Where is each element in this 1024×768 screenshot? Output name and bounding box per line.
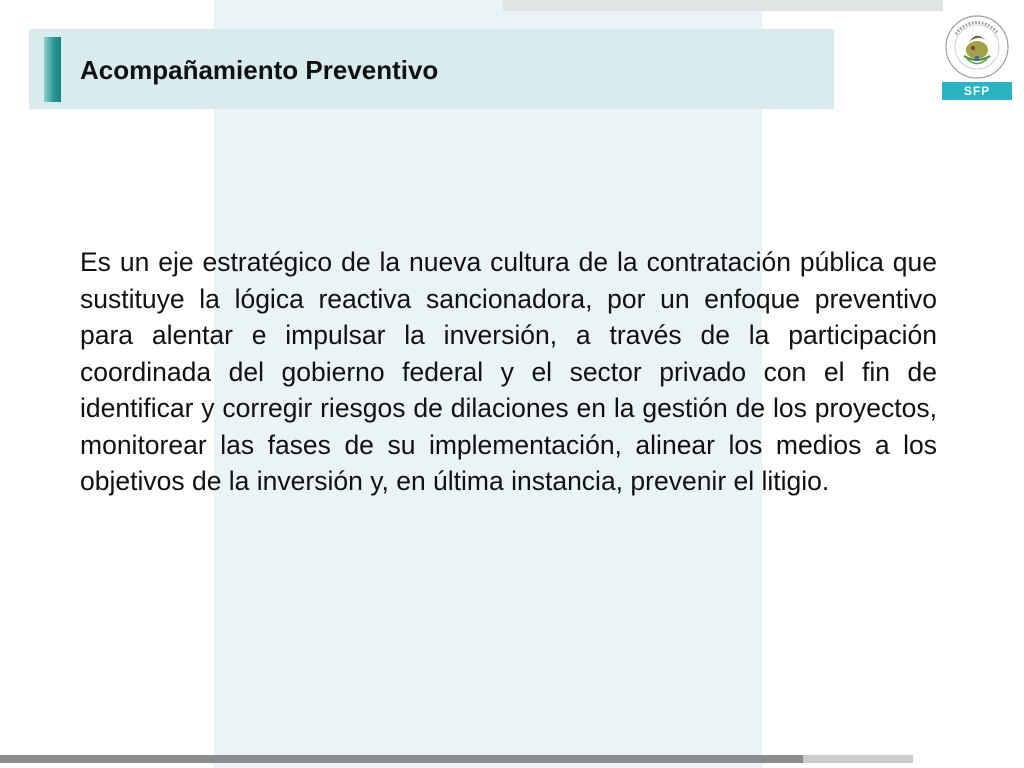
body-paragraph: Es un eje estratégico de la nueva cultura de la contratación pública que sustituye la lógica reactiva sancionadora, por un enfoque preventivo para alentar e impulsar la inversión, a través de la participación coordinada del gobierno federal y el sector privado con el fin de identificar y corregir riesgos de dilaciones en la gestión de los proyectos, monitorear las fases de su implementación, alinear los medios a los objetivos de la inversión y, en última instancia, prevenir el litigio. [80, 247, 937, 496]
bottom-bar-dark [0, 755, 803, 763]
top-decorative-strip [503, 0, 943, 11]
coat-of-arms-seal-icon [942, 12, 1012, 82]
slide-title: Acompañamiento Preventivo [80, 55, 439, 85]
bottom-bar-light [803, 755, 913, 763]
sfp-logo-label: SFP [942, 82, 1012, 100]
sfp-logo [942, 12, 1012, 100]
title-accent-bar [44, 37, 61, 102]
